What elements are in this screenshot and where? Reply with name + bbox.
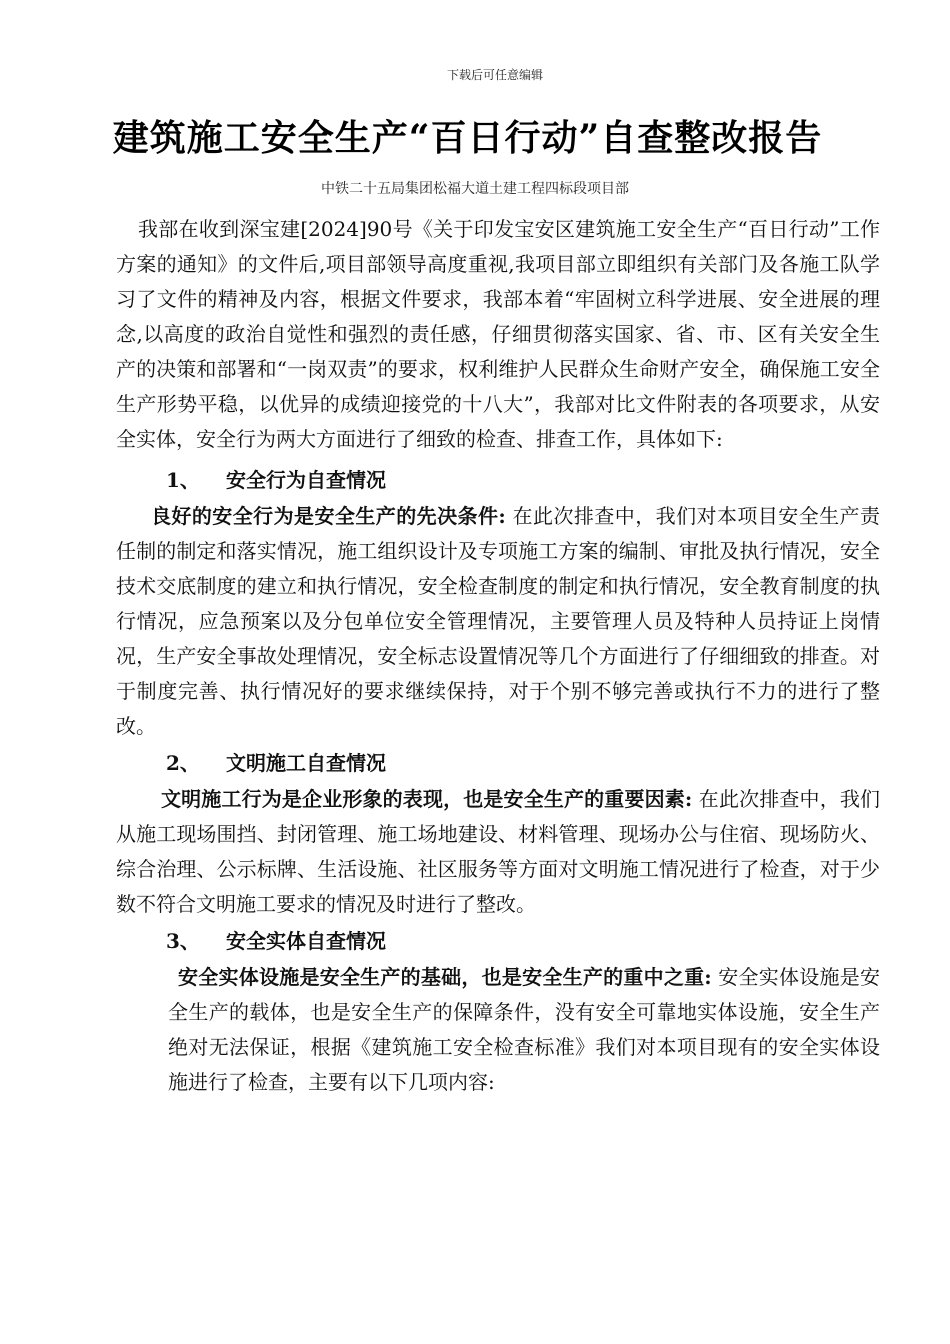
section-heading-text: 安全行为自查情况 [226,468,386,492]
document-title: 建筑施工安全生产“百日行动”自查整改报告 [112,117,823,159]
section-lead: 安全实体设施是安全生产的基础，也是安全生产的重中之重: [178,965,712,989]
section-number: 3、 [166,929,200,953]
document-body [116,212,880,1100]
section-text: 在此次排查中，我们对本项目安全生产责任制的制定和落实情况，施工组织设计及专项施工方案的编制、审批及执行情况，安全技术交底制度的建立和执行情况，安全检查制度的制定和执行情况，安全教育制度的执行情况，应急预案以及分包单位安全管理情况，主要管理人员及特种人员持证上岗情况，生产安全事故处理情况，安全标志设置情况等几个方面进行了仔细细致的排查。对于制度完善、执行情况好的要求继续保持，对于个别不够完善或执行不力的进行了整改。 [116,504,880,738]
header-note: 下载后可任意编辑 [446,68,543,82]
intro-paragraph: 我部在收到深宝建[2024]90号《关于印发宝安区建筑施工安全生产“百日行动”工作方案的通知》的文件后,项目部领导高度重视,我项目部立即组织有关部门及各施工队学习了文件的精神及内容，根据文件要求，我部本着“牢固树立科学进展、安全进展的理念,以高度的政治自觉性和强烈的责任感，仔细贯彻落实国家、省、市、区有关安全生产的决策和部署和“一岗双责”的要求，权利维护人民群众生命财产安全，确保施工安全生产形势平稳，以优异的成绩迎接党的十八大”，我部对比文件附表的各项要求，从安全实体，安全行为两大方面进行了细致的检查、排查工作，具体如下: [116,217,880,451]
document-subtitle: 中铁二十五局集团松福大道土建工程四标段项目部 [321,181,629,197]
section-text: 安全实体设施是安全生产的载体，也是安全生产的保障条件，没有安全可靠地实体设施，安全生产绝对无法保证，根据《建筑施工安全检查标准》我们对本项目现有的安全实体设施进行了检查，主要有以下几项内容: [168,965,881,1094]
section-number: 2、 [166,751,200,775]
section-lead: 良好的安全行为是安全生产的先决条件: [151,504,506,528]
section-paragraph-1 [116,499,880,744]
section-heading-text: 文明施工自查情况 [226,751,386,775]
section-number: 1、 [166,468,200,492]
section-heading-2 [116,744,880,782]
section-paragraph-3 [168,960,880,1100]
section-lead: 文明施工行为是企业形象的表现，也是安全生产的重要因素: [161,787,693,811]
section-heading-text: 安全实体自查情况 [226,929,386,953]
section-heading-1 [116,461,880,499]
section-heading-3 [116,922,880,960]
section-text: 在此次排查中，我们从施工现场围挡、封闭管理、施工场地建设、材料管理、现场办公与住宿、现场防火、综合治理、公示标牌、生活设施、社区服务等方面对文明施工情况进行了检查，对于少数不符合文明施工要求的情况及时进行了整改。 [116,787,881,916]
section-paragraph-2 [116,782,880,922]
